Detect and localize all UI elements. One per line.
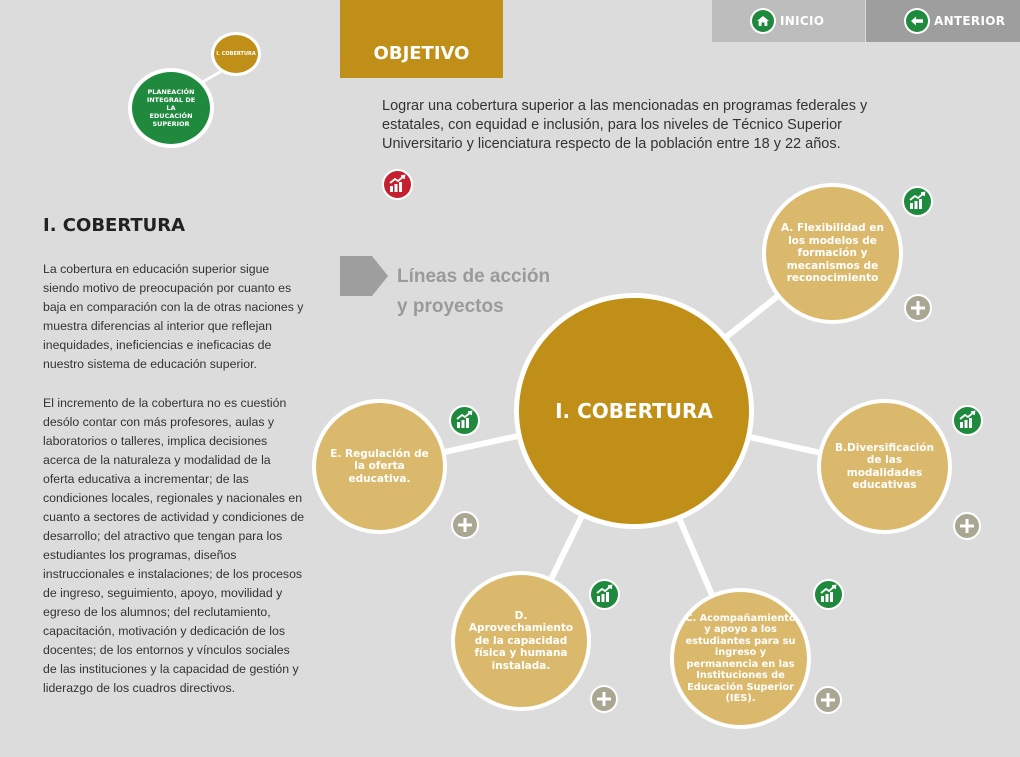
anterior-label: ANTERIOR — [934, 14, 1006, 28]
chart-growth-icon[interactable] — [589, 579, 620, 615]
chart-growth-icon[interactable] — [449, 405, 480, 441]
section-title: I. COBERTURA — [43, 215, 186, 236]
node-b[interactable]: B.Diversificación de las modalidades educativas — [817, 399, 952, 534]
section-paragraph-2: El incremento de la cobertura no es cuestión desólo contar con más profesores, aulas y laboratorios o talleres, implica decisiones acerca de la naturaleza y modalidad de la oferta educativa a incrementar; de las condiciones locales, regionales y nacionales en cuanto a sectores de actividad y condiciones de desarrollo; del atractivo que tengan para los estudiantes los programas, diseños instruccionales e instalaciones; de los procesos de ingreso, seguimiento, apoyo, movilidad y egreso de los alumnos; del reclutamiento, capacitación, motivación y dedicación de los docentes; de los entornos y vínculos sociales de las instituciones y la capacidad de gestión y liderazgo de los cuadros directivos. — [43, 396, 305, 695]
plus-icon[interactable] — [590, 685, 618, 718]
node-a[interactable]: A. Flexibilidad en los modelos de formación y mecanismos de reconocimiento — [762, 183, 903, 324]
breadcrumb-current[interactable]: I. COBERTURA — [211, 32, 261, 76]
objetivo-tab: OBJETIVO — [340, 0, 503, 78]
chart-growth-icon[interactable] — [902, 186, 933, 222]
plus-icon[interactable] — [814, 686, 842, 719]
node-c[interactable]: C. Acompañamiento y apoyo a los estudiantes para su ingreso y permanencia en las Instituciones de Educación Superior (IES). — [670, 588, 811, 729]
node-d[interactable]: D. Aprovechamiento de la capacidad física y humana instalada. — [451, 571, 591, 711]
objetivo-text: Lograr una cobertura superior a las mencionadas en programas federales y estatales, con equidad e inclusión, para los niveles de Técnico Superior Universitario y licenciatura respecto de la población entre 18 y 22 años. — [382, 98, 868, 152]
breadcrumb-parent[interactable]: PLANEACIÓN INTEGRAL DE LA EDUCACIÓN SUPERIOR — [128, 68, 214, 148]
plus-icon[interactable] — [953, 512, 981, 545]
chart-growth-icon[interactable] — [813, 579, 844, 615]
node-e[interactable]: E. Regulación de la oferta educativa. — [312, 399, 447, 534]
chart-growth-icon[interactable] — [952, 405, 983, 441]
plus-icon[interactable] — [904, 294, 932, 327]
center-node[interactable]: I. COBERTURA — [514, 293, 754, 529]
plus-icon[interactable] — [451, 511, 479, 544]
lineas-heading: Líneas de acción y proyectos — [397, 266, 551, 317]
inicio-label: INICIO — [780, 14, 825, 28]
section-paragraph-1: La cobertura en educación superior sigue siendo motivo de preocupación por cuanto es baja en comparación con la de otras naciones y muestra diferencias al interior que reflejan inequidades, ineficiencias e ineficacias de nuestro sistema de educación superior. — [43, 262, 304, 371]
